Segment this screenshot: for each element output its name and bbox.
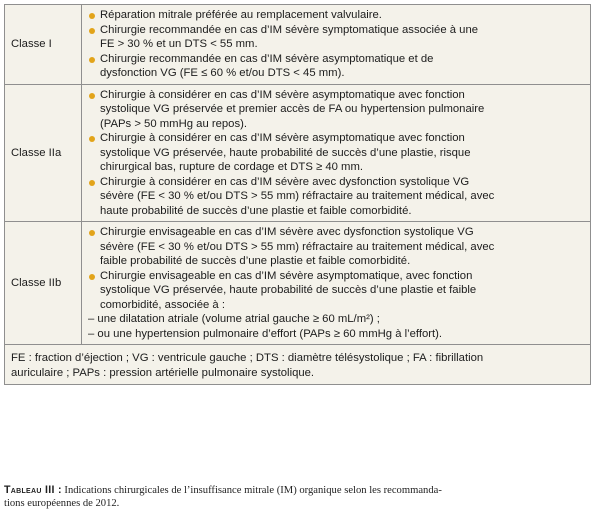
footnote-row <box>5 345 591 385</box>
text-line: faible probabilité de succès d’une plastie et faible comorbidité. <box>100 255 411 267</box>
recommendation-item <box>88 175 586 219</box>
caption-line-1 <box>4 484 594 497</box>
text-line: – une dilatation atriale (volume atrial gauche ≥ 60 mL/m²) ; <box>88 313 380 325</box>
recommendation-item <box>88 225 586 269</box>
caption-text-1: Indications chirurgicales de l’insuffisance mitrale (IM) organique selon les recommanda- <box>61 485 442 496</box>
text-line: Réparation mitrale préférée au remplacement valvulaire. <box>100 9 382 21</box>
bullet-icon <box>89 28 95 34</box>
bullet-icon <box>89 230 95 236</box>
bullet-icon <box>89 274 95 280</box>
recommendation-item <box>88 8 586 23</box>
text-line: systolique VG préservée, haute probabilité de succès d’une plastie et faible <box>100 284 477 296</box>
text-line: Chirurgie à considérer en cas d’IM sévère asymptomatique avec fonction <box>100 88 465 101</box>
text-line: (PAPs > 50 mmHg au repos). <box>100 117 248 130</box>
class-label-cell <box>5 84 82 222</box>
text-line: Chirurgie à considérer en cas d’IM sévère avec dysfonction systolique VG <box>100 175 470 188</box>
bullet-icon <box>89 13 95 19</box>
text-line: Chirurgie à considérer en cas d’IM sévère asymptomatique avec fonction <box>100 132 465 144</box>
recommendation-item <box>88 88 586 132</box>
class-label: Classe I <box>11 38 52 50</box>
caption-label: Tableau III : <box>4 484 62 496</box>
class-label-cell <box>5 5 82 85</box>
recommendation-item <box>88 131 586 175</box>
text-line: Chirurgie recommandée en cas d’IM sévère asymptomatique et de <box>100 52 434 65</box>
text-line: systolique VG préservée, haute probabilité de succès d’une plastie, risque <box>100 146 471 159</box>
text-line: dysfonction VG (FE ≤ 60 % et/ou DTS < 45 mm). <box>100 67 345 79</box>
sub-criteria-list <box>88 312 586 341</box>
text-line: chirurgical bas, rupture de cordage et DTS ≥ 40 mm. <box>100 161 364 173</box>
footnote-cell <box>5 345 591 385</box>
recommendation-item <box>88 269 586 313</box>
text-line: sévère (FE < 30 % et/ou DTS > 55 mm) réfractaire au traitement médical, avec <box>100 190 495 202</box>
text-line: Chirurgie envisageable en cas d’IM sévère asymptomatique, avec fonction <box>100 269 473 282</box>
text-line: FE > 30 % et un DTS < 55 mm. <box>100 38 258 50</box>
class-label: Classe IIa <box>11 146 62 159</box>
recommendation-item <box>88 23 586 52</box>
caption-line-2: tions européennes de 2012. <box>4 498 120 509</box>
recommendations-cell <box>82 84 591 222</box>
footnote-line-1: FE : fraction d’éjection ; VG : ventricule gauche ; DTS : diamètre télésystolique ; FA : fibrillation <box>11 352 484 364</box>
table-row <box>5 222 591 345</box>
bullet-icon <box>89 57 95 63</box>
bullet-icon <box>89 93 95 99</box>
table-row <box>5 5 591 85</box>
table-body <box>5 5 591 385</box>
text-line: sévère (FE < 30 % et/ou DTS > 55 mm) réfractaire au traitement médical, avec <box>100 240 495 253</box>
recommendations-cell <box>82 5 591 85</box>
table-caption <box>4 484 594 510</box>
text-line: Chirurgie recommandée en cas d’IM sévère symptomatique associée à une <box>100 23 479 36</box>
text-line: comorbidité, associée à : <box>100 298 225 311</box>
text-line: systolique VG préservée et premier accès de FA ou hypertension pulmonaire <box>100 103 485 115</box>
recommendation-item <box>88 52 586 81</box>
table-row <box>5 84 591 222</box>
class-label-cell <box>5 222 82 345</box>
bullet-icon <box>89 180 95 186</box>
class-label: Classe IIb <box>11 276 62 289</box>
bullet-icon <box>89 136 95 142</box>
footnote-line-2: auriculaire ; PAPs : pression artérielle pulmonaire systolique. <box>11 366 315 379</box>
text-line: haute probabilité de succès d’une plastie et faible comorbidité. <box>100 204 412 217</box>
text-line: Chirurgie envisageable en cas d’IM sévère avec dysfonction systolique VG <box>100 226 474 238</box>
recommendations-table <box>4 4 591 385</box>
text-line: – ou une hypertension pulmonaire d’effort (PAPs ≥ 60 mmHg à l’effort). <box>88 327 443 340</box>
recommendations-cell <box>82 222 591 345</box>
